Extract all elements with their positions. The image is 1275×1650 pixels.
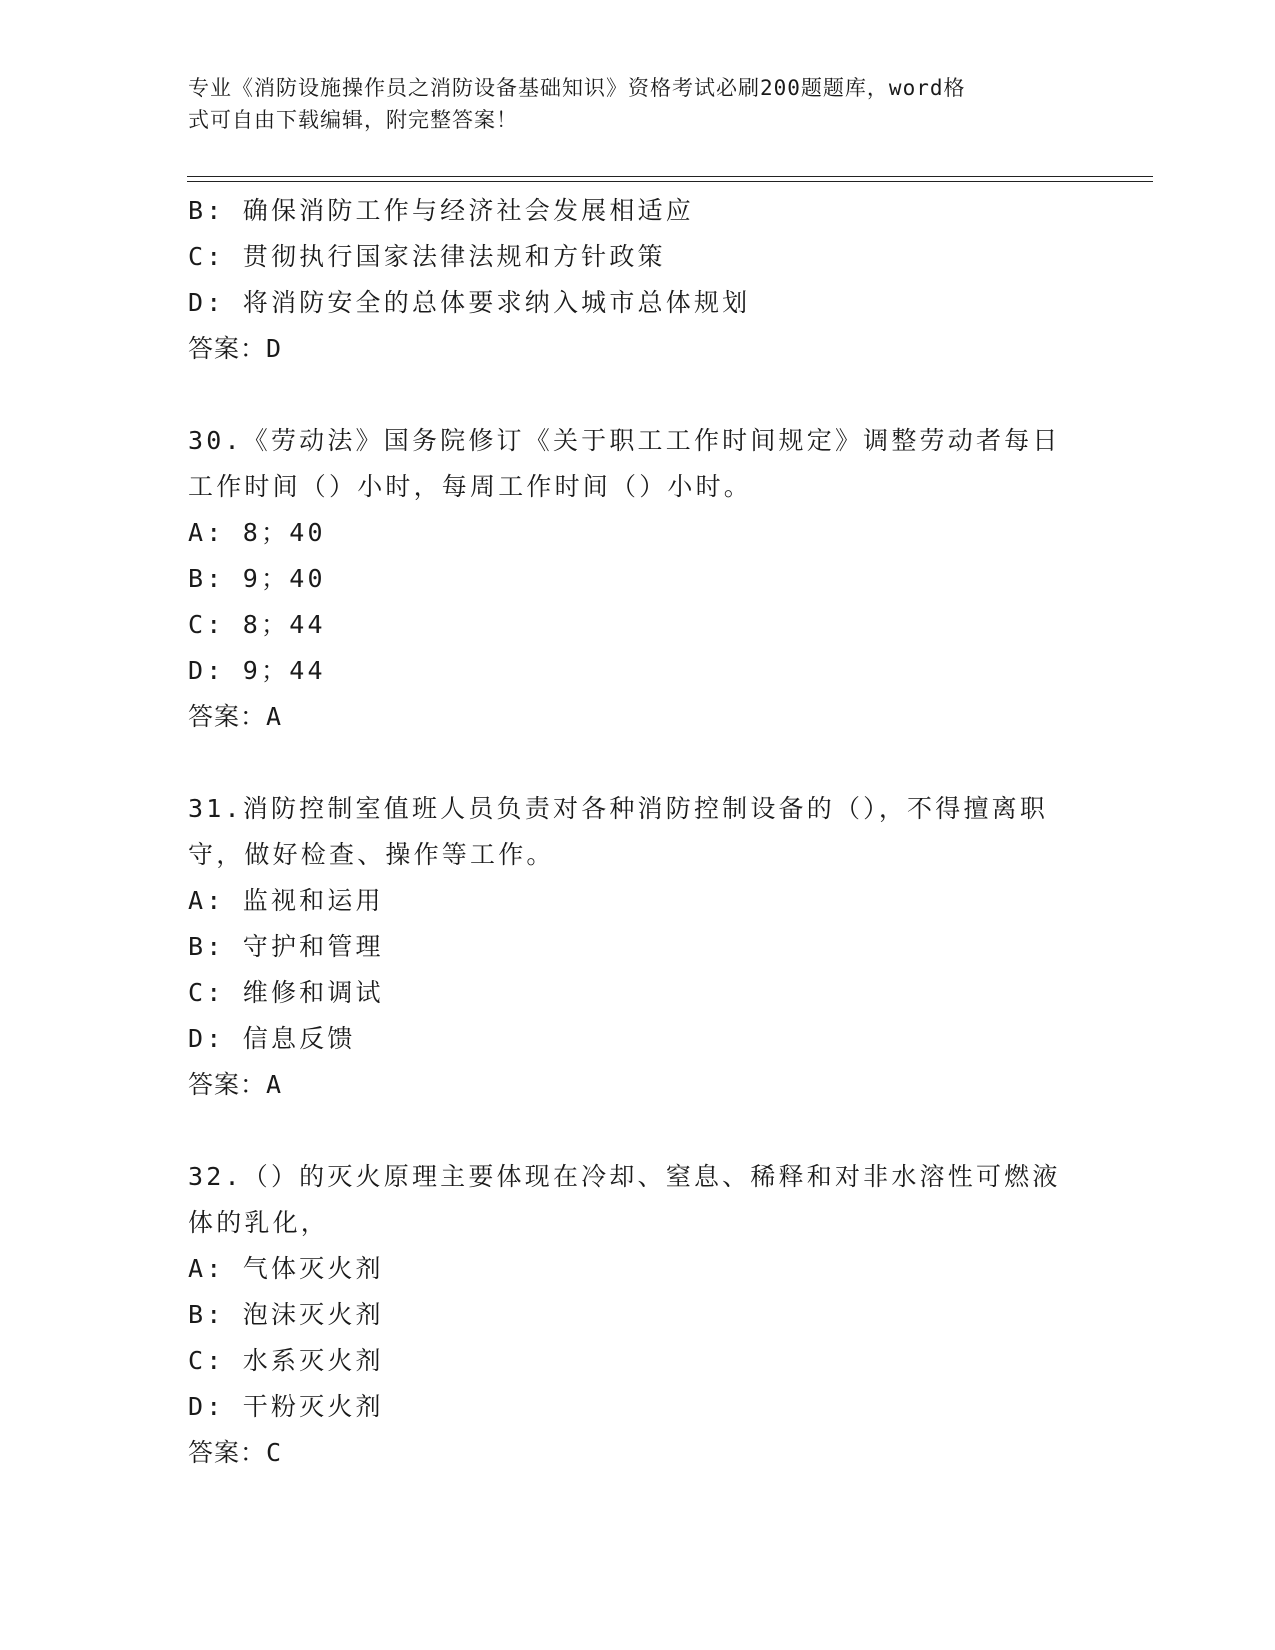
question-partial [188, 188, 1088, 372]
question-31 [188, 786, 1088, 1108]
option-c: C: 8；44 [188, 610, 326, 639]
option-a: A: 气体灭火剂 [188, 1254, 384, 1283]
question-list [188, 188, 1088, 1476]
header-line-1: 专业《消防设施操作员之消防设备基础知识》资格考试必刷200题题库，word格 [188, 76, 966, 100]
answer-value: C [266, 1438, 283, 1467]
header-line-2: 式可自由下载编辑，附完整答案！ [188, 108, 518, 132]
answer-line [188, 1062, 1088, 1108]
option-c: C: 水系灭火剂 [188, 1346, 384, 1375]
header-rule-bottom [187, 181, 1153, 182]
question-text-line-2: 体的乳化， [188, 1208, 330, 1237]
answer-value: A [266, 1070, 283, 1099]
question-text-line-1: 31.消防控制室值班人员负责对各种消防控制设备的（），不得擅离职 [188, 794, 1049, 823]
option-a: A: 监视和运用 [188, 886, 384, 915]
answer-label: 答案： [188, 334, 267, 363]
option-c: C: 维修和调试 [188, 978, 384, 1007]
answer-line [188, 694, 1088, 740]
option-b: B: 9；40 [188, 564, 326, 593]
option-c: C: 贯彻执行国家法律法规和方针政策 [188, 242, 666, 271]
answer-label: 答案： [188, 1438, 267, 1467]
option-b: B: 守护和管理 [188, 932, 384, 961]
answer-label: 答案： [188, 1070, 267, 1099]
option-b: B: 泡沫灭火剂 [188, 1300, 384, 1329]
question-30 [188, 418, 1088, 740]
answer-value: D [266, 334, 283, 363]
option-d: D: 将消防安全的总体要求纳入城市总体规划 [188, 288, 751, 317]
option-d: D: 信息反馈 [188, 1024, 356, 1053]
document-header [188, 72, 1068, 136]
question-text-line-2: 守，做好检查、操作等工作。 [188, 840, 555, 869]
question-text-line-2: 工作时间（）小时，每周工作时间（）小时。 [188, 472, 753, 501]
answer-line [188, 326, 1088, 372]
question-text-line-1: 30.《劳动法》国务院修订《关于职工工作时间规定》调整劳动者每日 [188, 426, 1061, 455]
option-a: A: 8；40 [188, 518, 326, 547]
header-rule-top [187, 176, 1153, 177]
answer-value: A [266, 702, 283, 731]
answer-label: 答案： [188, 702, 267, 731]
option-d: D: 干粉灭火剂 [188, 1392, 384, 1421]
question-text-line-1: 32.（）的灭火原理主要体现在冷却、窒息、稀释和对非水溶性可燃液 [188, 1162, 1061, 1191]
question-32 [188, 1154, 1088, 1476]
answer-line [188, 1430, 1088, 1476]
option-d: D: 9；44 [188, 656, 326, 685]
option-b: B: 确保消防工作与经济社会发展相适应 [188, 196, 694, 225]
